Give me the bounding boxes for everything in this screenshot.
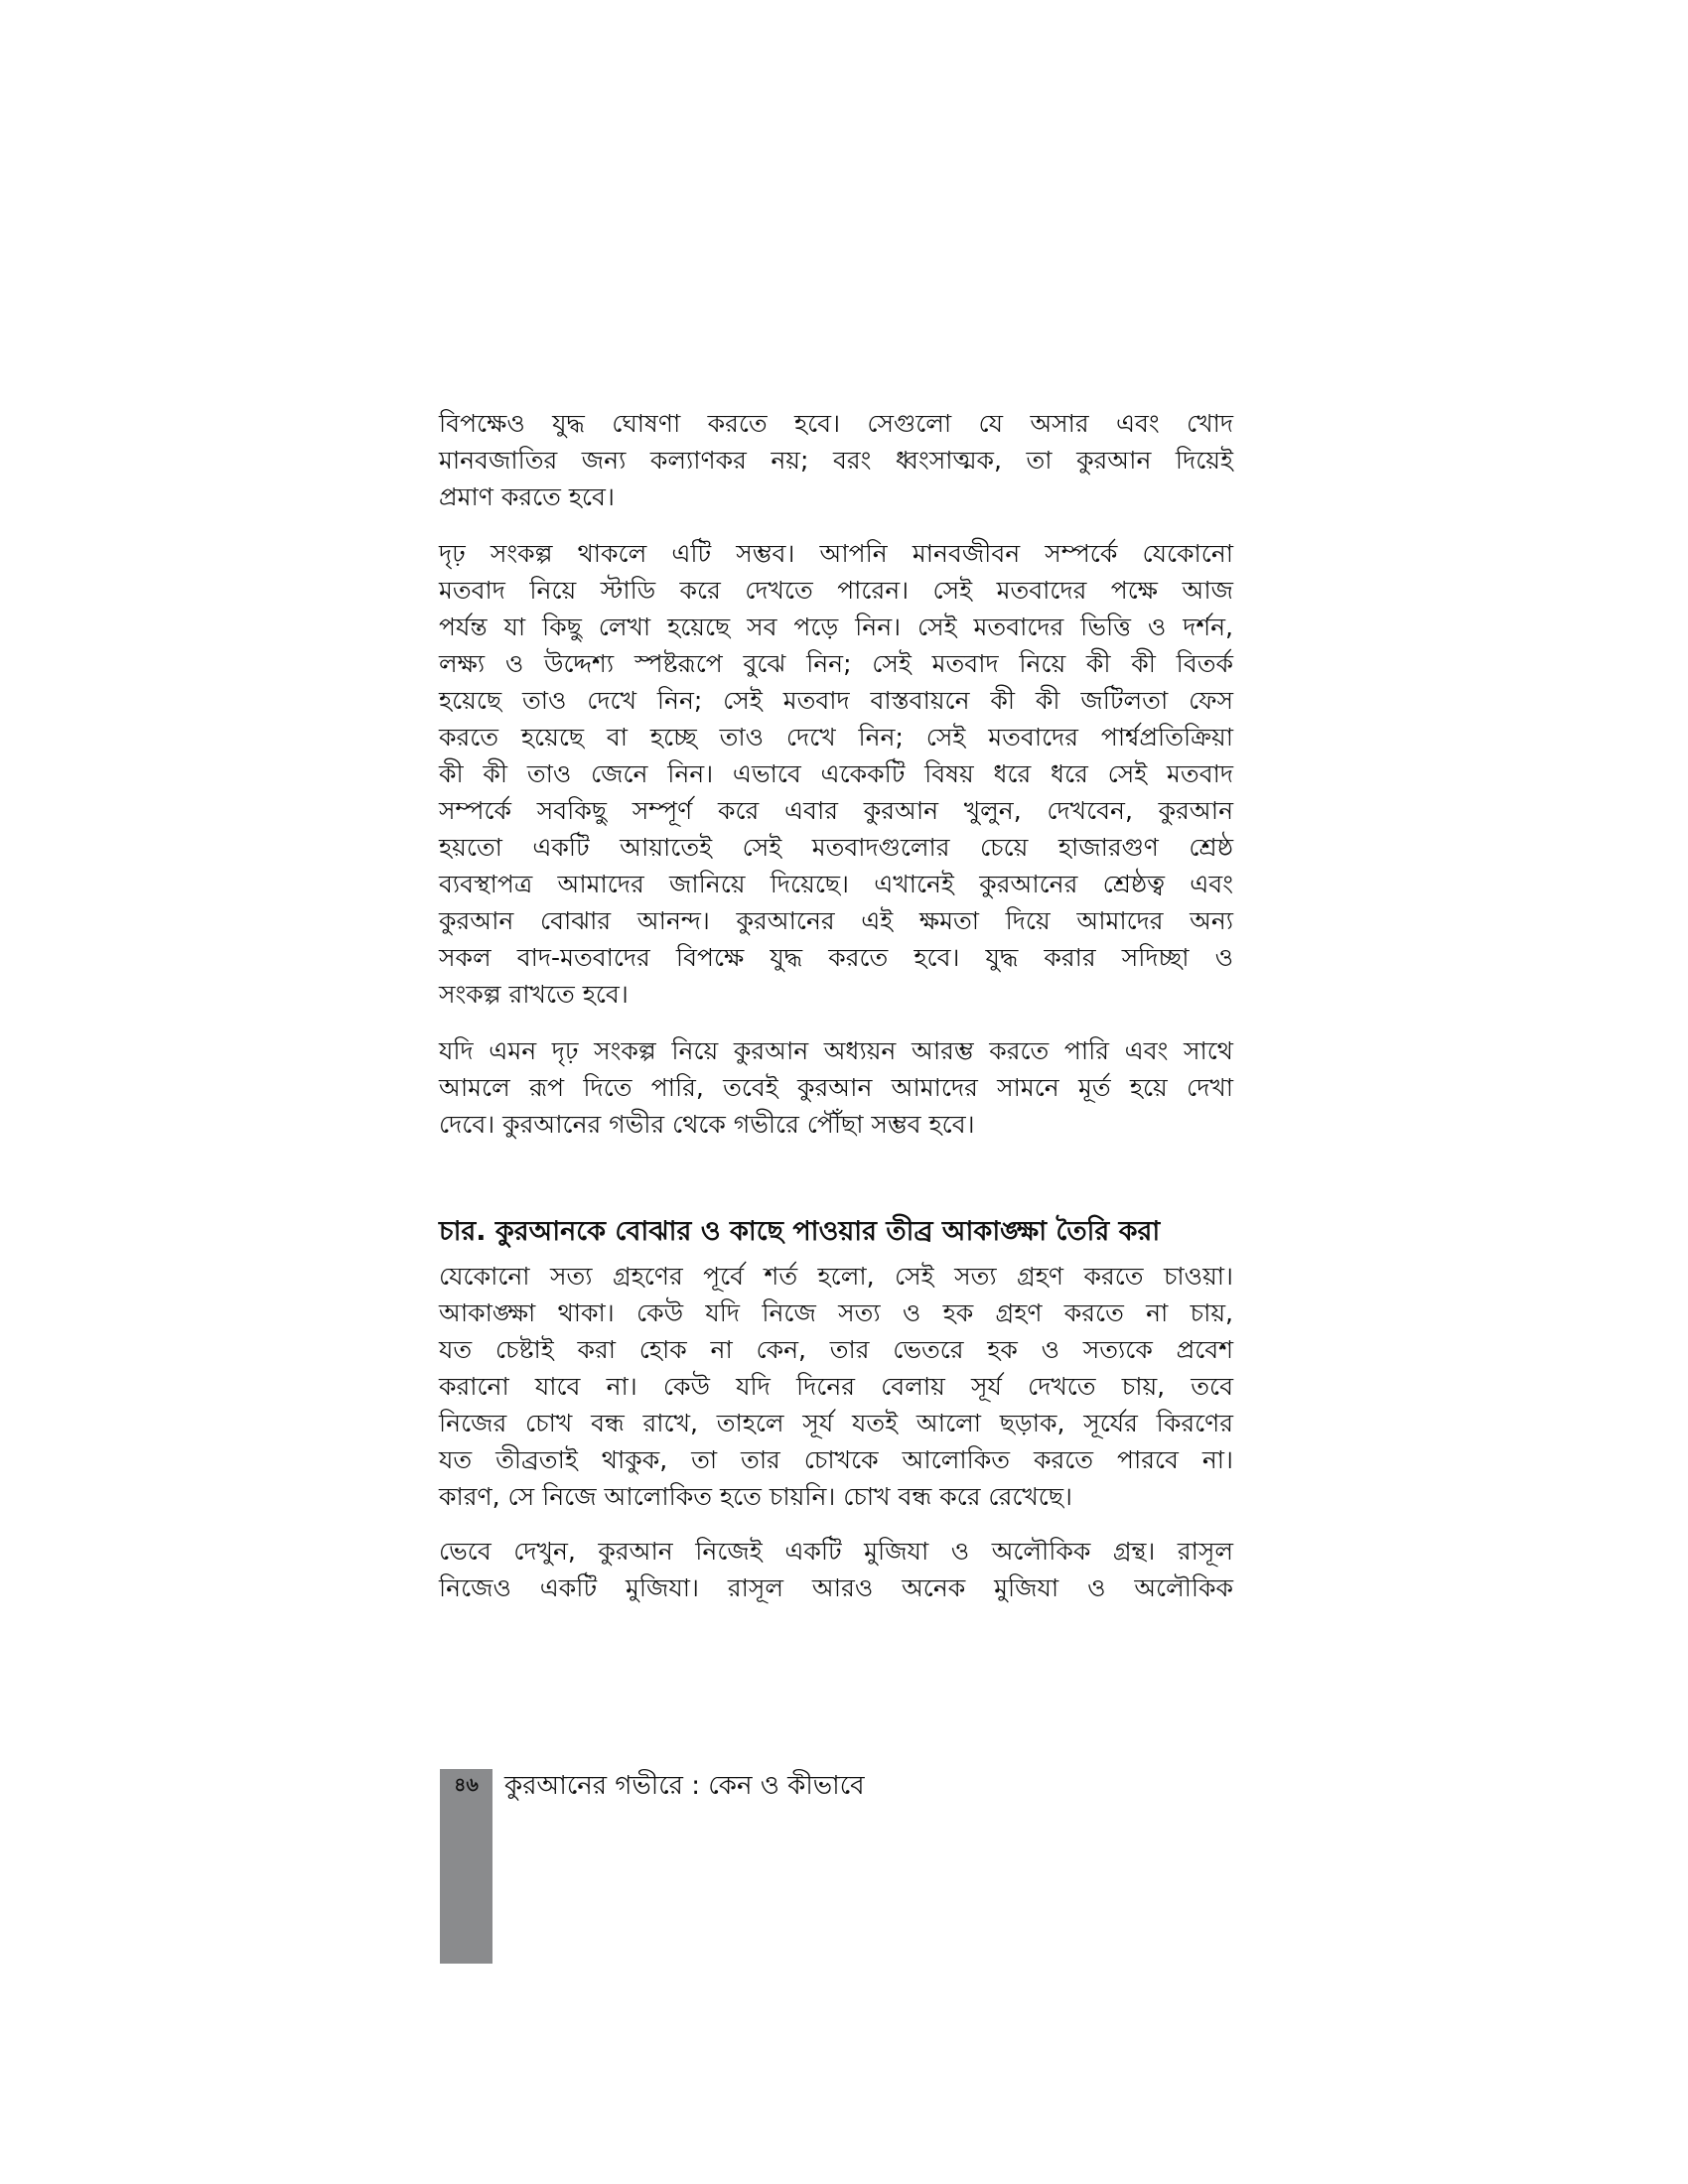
text-line: কারণ, সে নিজে আলোকিত হতে চায়নি। চোখ বন্ধ করে রেখেছে।	[439, 1482, 1072, 1511]
text-line: নিজেও একটি মুজিযা। রাসূল আরও অনেক মুজিযা ও অলৌকিক	[439, 1573, 1233, 1602]
text-line: লক্ষ্য ও উদ্দেশ্য স্পষ্টরূপে বুঝে নিন; সেই মতবাদ নিয়ে কী কী বিতর্ক	[439, 649, 1233, 678]
text-line: করতে হয়েছে বা হচ্ছে তাও দেখে নিন; সেই মতবাদের পার্শ্বপ্রতিক্রিয়া	[439, 723, 1233, 751]
section-paragraph-2	[439, 1533, 1233, 1606]
text-line: নিজের চোখ বন্ধ রাখে, তাহলে সূর্য যতই আলো ছড়াক, সূর্যের কিরণের	[439, 1409, 1233, 1437]
text-line: ভেবে দেখুন, কুরআন নিজেই একটি মুজিযা ও অলৌকিক গ্রন্থ। রাসূল	[439, 1537, 1233, 1566]
running-footer-title: কুরআনের গভীরে : কেন ও কীভাবে	[504, 1771, 865, 1801]
paragraph-1	[439, 405, 1233, 515]
footer-bar	[440, 1769, 492, 1964]
text-line: যদি এমন দৃঢ় সংকল্প নিয়ে কুরআন অধ্যয়ন আরম্ভ করতে পারি এবং সাথে	[439, 1036, 1233, 1065]
text-line: সংকল্প রাখতে হবে।	[439, 980, 629, 1009]
text-line: করানো যাবে না। কেউ যদি দিনের বেলায় সূর্য দেখতে চায়, তবে	[439, 1372, 1233, 1401]
paragraph-3	[439, 1032, 1233, 1143]
text-line: দৃঢ় সংকল্প থাকলে এটি সম্ভব। আপনি মানবজীবন সম্পর্কে যেকোনো	[439, 539, 1233, 568]
text-line: সম্পর্কে সবকিছু সম্পূর্ণ করে এবার কুরআন খুলুন, দেখবেন, কুরআন	[439, 796, 1233, 825]
text-line: কী কী তাও জেনে নিন। এভাবে একেকটি বিষয় ধরে ধরে সেই মতবাদ	[439, 759, 1233, 788]
text-line: মতবাদ নিয়ে স্টাডি করে দেখতে পারেন। সেই মতবাদের পক্ষে আজ	[439, 576, 1233, 605]
text-line: আকাঙ্ক্ষা থাকা। কেউ যদি নিজে সত্য ও হক গ্রহণ করতে না চায়,	[439, 1298, 1233, 1327]
text-line: ব্যবস্থাপত্র আমাদের জানিয়ে দিয়েছে। এখানেই কুরআনের শ্রেষ্ঠত্ব এবং	[439, 870, 1233, 898]
text-line: দেবে। কুরআনের গভীর থেকে গভীরে পৌঁছা সম্ভব হবে।	[439, 1110, 975, 1139]
text-line: সকল বাদ-মতবাদের বিপক্ষে যুদ্ধ করতে হবে। যুদ্ধ করার সদিচ্ছা ও	[439, 943, 1233, 972]
paragraph-2	[439, 535, 1233, 1013]
text-line: প্রমাণ করতে হবে।	[439, 482, 615, 511]
text-line: হয়তো একটি আয়াতেই সেই মতবাদগুলোর চেয়ে হাজারগুণ শ্রেষ্ঠ	[439, 833, 1233, 862]
text-line: যত চেষ্টাই করা হোক না কেন, তার ভেতরে হক ও সত্যকে প্রবেশ	[439, 1335, 1233, 1364]
page-body	[439, 405, 1233, 1626]
text-line: যেকোনো সত্য গ্রহণের পূর্বে শর্ত হলো, সেই সত্য গ্রহণ করতে চাওয়া।	[439, 1262, 1233, 1291]
text-line: হয়েছে তাও দেখে নিন; সেই মতবাদ বাস্তবায়নে কী কী জটিলতা ফেস	[439, 686, 1233, 715]
text-line: যত তীব্রতাই থাকুক, তা তার চোখকে আলোকিত করতে পারবে না।	[439, 1445, 1233, 1474]
text-line: মানবজাতির জন্য কল্যাণকর নয়; বরং ধ্বংসাত্মক, তা কুরআন দিয়েই	[439, 446, 1233, 475]
text-line: পর্যন্ত যা কিছু লেখা হয়েছে সব পড়ে নিন। সেই মতবাদের ভিত্তি ও দর্শন,	[439, 613, 1233, 641]
page-number: ৪৬	[454, 1774, 479, 1796]
section-heading: চার. কুরআনকে বোঝার ও কাছে পাওয়ার তীব্র আকাঙ্ক্ষা তৈরি করা	[439, 1216, 1161, 1247]
section-paragraph-1	[439, 1258, 1233, 1515]
text-line: কুরআন বোঝার আনন্দ। কুরআনের এই ক্ষমতা দিয়ে আমাদের অন্য	[439, 906, 1233, 935]
text-line: আমলে রূপ দিতে পারি, তবেই কুরআন আমাদের সামনে মূর্ত হয়ে দেখা	[439, 1073, 1233, 1102]
text-line: বিপক্ষেও যুদ্ধ ঘোষণা করতে হবে। সেগুলো যে অসার এবং খোদ	[439, 409, 1233, 438]
